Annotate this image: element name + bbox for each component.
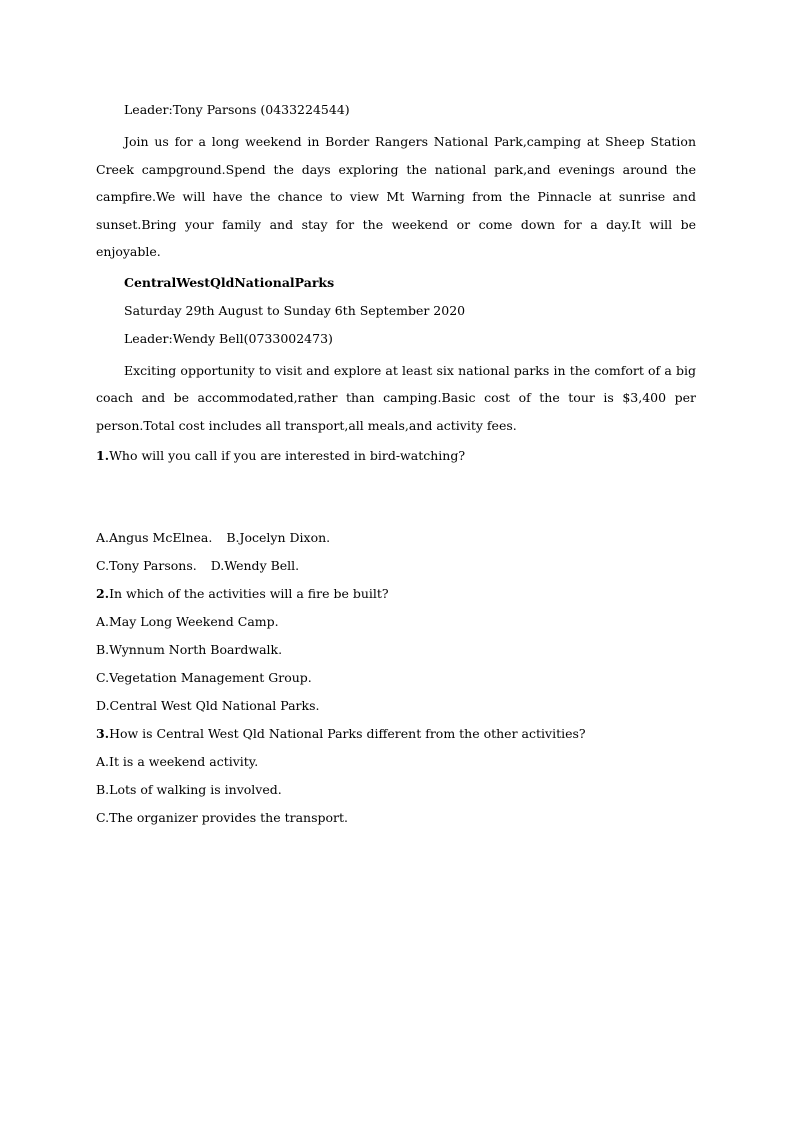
question-3 <box>96 724 696 752</box>
option-b[interactable]: B.Jocelyn Dixon. <box>226 530 331 545</box>
question-text: How is Central West Qld National Parks different from the other activities? <box>109 726 586 741</box>
option-b[interactable]: B.Wynnum North Boardwalk. <box>96 642 283 657</box>
option-b[interactable]: B.Lots of walking is involved. <box>96 782 282 797</box>
option-d[interactable]: D.Central West Qld National Parks. <box>96 698 320 713</box>
border-rangers-description: Join us for a long weekend in Border Rangers National Park,camping at Sheep Station Creek campground.Spend the days exploring the national park,and evenings around the campfire.We will have the chance to view Mt Warning from the Pinnacle at sunrise and sunset.Bring your family and stay for the weekend or come down for a day.It will be enjoyable. <box>96 134 696 259</box>
section-dates: Saturday 29th August to Sunday 6th September 2020 <box>124 302 466 318</box>
option-c[interactable]: C.The organizer provides the transport. <box>96 810 348 825</box>
option-d[interactable]: D.Wendy Bell. <box>210 558 300 573</box>
question-number: 1. <box>96 448 110 463</box>
question-text: In which of the activities will a fire be built? <box>109 586 389 601</box>
question-1 <box>96 446 696 474</box>
question-number: 3. <box>96 726 110 741</box>
question-2 <box>96 584 696 612</box>
option-a[interactable]: A.Angus McElnea. <box>96 530 213 545</box>
leader-tony-parsons: Leader:Tony Parsons (0433224544) <box>124 102 350 117</box>
question-number: 2. <box>96 586 110 601</box>
answer-space <box>96 474 696 528</box>
option-c[interactable]: C.Vegetation Management Group. <box>96 670 312 685</box>
section-title-central-west: CentralWestQldNationalParks <box>124 274 335 290</box>
central-west-description: Exciting opportunity to visit and explore at least six national parks in the comfort of a big coach and be accommodated,rather than camping.Basic cost of the tour is $3,400 per person.Total cost includes all transport,all meals,and activity fees. <box>96 362 696 433</box>
document-page <box>96 100 696 836</box>
leader-wendy-bell: Leader:Wendy Bell(0733002473) <box>124 330 333 346</box>
question-1-options-row-1 <box>96 528 696 556</box>
option-a[interactable]: A.It is a weekend activity. <box>96 754 259 769</box>
question-text: Who will you call if you are interested in bird-watching? <box>109 448 466 463</box>
option-c[interactable]: C.Tony Parsons. <box>96 558 197 573</box>
question-1-options-row-2 <box>96 556 696 584</box>
option-a[interactable]: A.May Long Weekend Camp. <box>96 614 279 629</box>
